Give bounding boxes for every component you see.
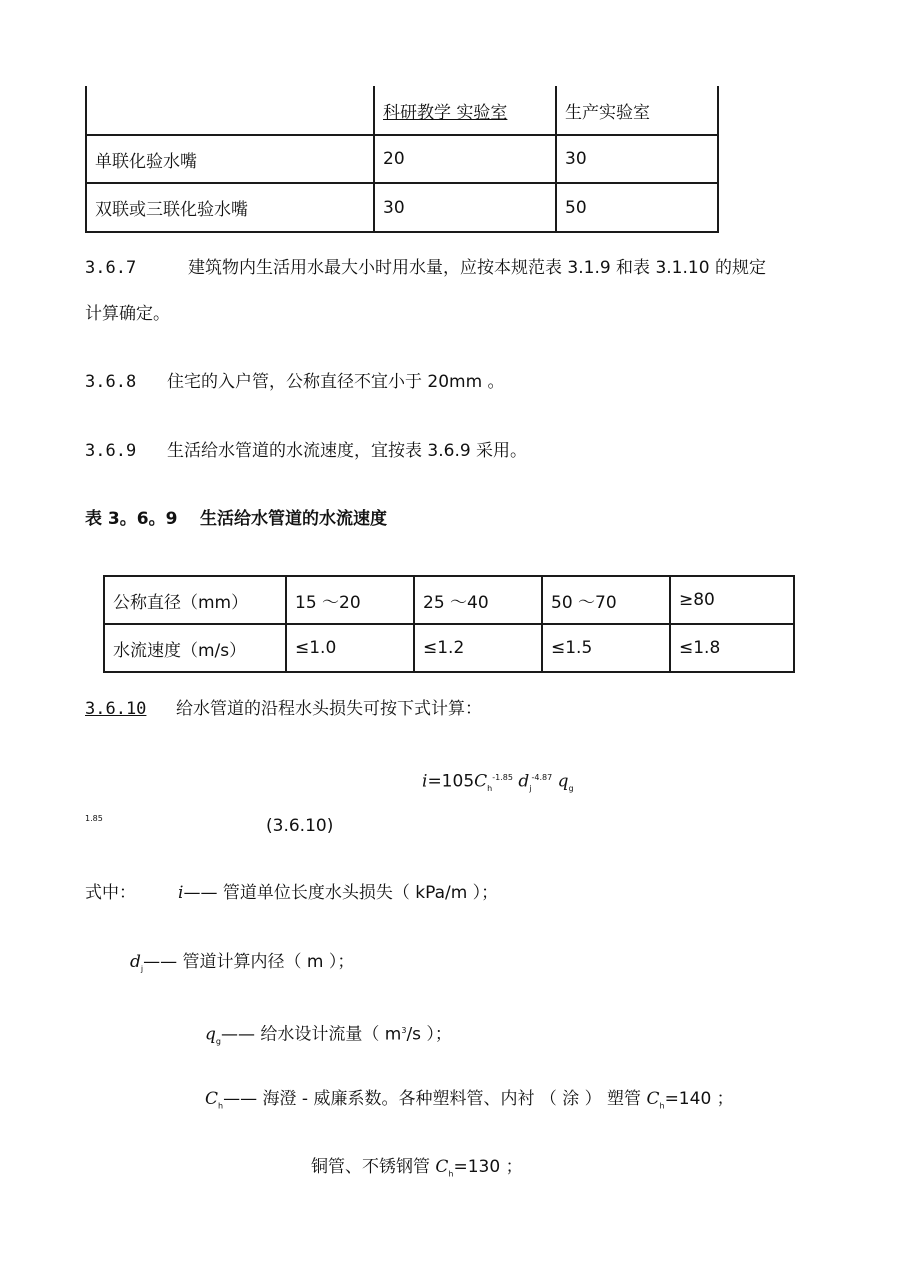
table-cell: 20 <box>374 135 556 183</box>
clause-number-3-6-8: 3.6.8 <box>85 372 137 392</box>
definition-c-copper-sub: h <box>448 1169 454 1179</box>
table-cell: ≤1.2 <box>414 624 542 672</box>
definition-c-copper-value: =130 ； <box>453 1157 523 1177</box>
clause-text-3-6-9: 生活给水管道的水流速度，宜按表 3.6.9 采用。 <box>167 441 528 461</box>
formula-q-sub: g <box>568 784 574 794</box>
definition-c <box>205 1089 734 1116</box>
clause-number-3-6-7: 3.6.7 <box>85 258 137 278</box>
definitions-lead: 式中： <box>85 883 136 903</box>
table-header-cell: 科研教学 实验室 <box>374 86 556 135</box>
formula-d-sub: j <box>529 784 532 794</box>
definition-c-copper-text: 铜管、不锈钢管 <box>311 1157 430 1177</box>
clause-text-3-6-7: 建筑物内生活用水最大小时用水量，应按本规范表 3.1.9 和表 3.1.10 的规定 <box>188 258 766 278</box>
table-header-cell <box>86 86 374 135</box>
table-cell: ≤1.5 <box>542 624 670 672</box>
table-caption-title: 生活给水管道的水流速度 <box>200 509 387 529</box>
formula-q-exp: 1.85 <box>85 814 103 823</box>
formula-c: C <box>474 771 488 792</box>
definition-q-text: —— 给水设计流量（ m <box>220 1024 402 1045</box>
flow-velocity-table <box>103 575 795 673</box>
table-cell: 单联化验水嘴 <box>86 135 374 183</box>
table-row <box>86 183 718 232</box>
clause-text-3-6-8: 住宅的入户管，公称直径不宜小于 20mm 。 <box>167 372 505 392</box>
definition-c-copper <box>311 1157 523 1184</box>
formula-d: d <box>518 771 530 792</box>
definition-q-sup: 3 <box>401 1026 407 1035</box>
table-cell: 50 <box>556 183 718 232</box>
formula-d-exp: -4.87 <box>531 773 553 782</box>
table-header-cell: 生产实验室 <box>556 86 718 135</box>
table-cell: 30 <box>374 183 556 232</box>
formula-coefficient: =105 <box>427 771 475 792</box>
table-cell: ≥80 <box>670 576 794 624</box>
table-caption-number: 表 3。6。9 <box>85 509 178 529</box>
definition-q-text-end: /s ）； <box>406 1024 452 1045</box>
definition-c-copper-symbol: C <box>435 1157 449 1177</box>
table-row <box>86 135 718 183</box>
table-cell: 15 ～20 <box>286 576 414 624</box>
definition-i-symbol: i <box>178 883 184 903</box>
definition-d <box>130 952 354 979</box>
table-cell: 公称直径（mm） <box>104 576 286 624</box>
formula-c-exp: -1.85 <box>492 773 513 782</box>
clause-number-3-6-10: 3.6.10 <box>85 699 147 719</box>
formula-3-6-10 <box>422 768 574 799</box>
formula-c-sub: h <box>487 784 493 794</box>
definition-d-sub: j <box>140 964 144 974</box>
formula-number: (3.6.10) <box>266 816 334 836</box>
table-cell: 水流速度（m/s） <box>104 624 286 672</box>
definition-i <box>178 883 498 903</box>
table-cell: 50 ～70 <box>542 576 670 624</box>
table-header-row <box>86 86 718 135</box>
clause-text-3-6-7-cont: 计算确定。 <box>85 304 170 324</box>
definition-c-sub: h <box>218 1101 224 1111</box>
definition-d-text: —— 管道计算内径（ m ）； <box>143 952 355 972</box>
table-cell: 双联或三联化验水嘴 <box>86 183 374 232</box>
table-cell: 25 ～40 <box>414 576 542 624</box>
definition-c-value-sub: h <box>659 1101 665 1111</box>
table-cell: ≤1.8 <box>670 624 794 672</box>
table-row <box>104 624 794 672</box>
definition-q-symbol: q <box>205 1024 216 1045</box>
lab-faucet-table <box>85 86 719 233</box>
definition-c-value: =140 ； <box>664 1089 734 1109</box>
definition-d-symbol: d <box>130 952 141 972</box>
definition-q-sub: g <box>215 1037 221 1047</box>
clause-number-3-6-9: 3.6.9 <box>85 441 137 461</box>
table-cell: 30 <box>556 135 718 183</box>
formula-i: i <box>422 771 428 792</box>
formula-q: q <box>557 771 569 792</box>
definition-c-text: —— 海澄 - 威廉系数。各种塑料管、内衬 （ 涂 ） 塑管 <box>223 1089 642 1109</box>
definition-q <box>205 1021 452 1052</box>
definition-c-symbol: C <box>205 1089 219 1109</box>
table-cell: ≤1.0 <box>286 624 414 672</box>
table-row <box>104 576 794 624</box>
definition-c-value-symbol: C <box>646 1089 660 1109</box>
definition-i-text: —— 管道单位长度水头损失（ kPa/m ）； <box>183 883 499 903</box>
clause-text-3-6-10: 给水管道的沿程水头损失可按下式计算： <box>176 699 482 719</box>
